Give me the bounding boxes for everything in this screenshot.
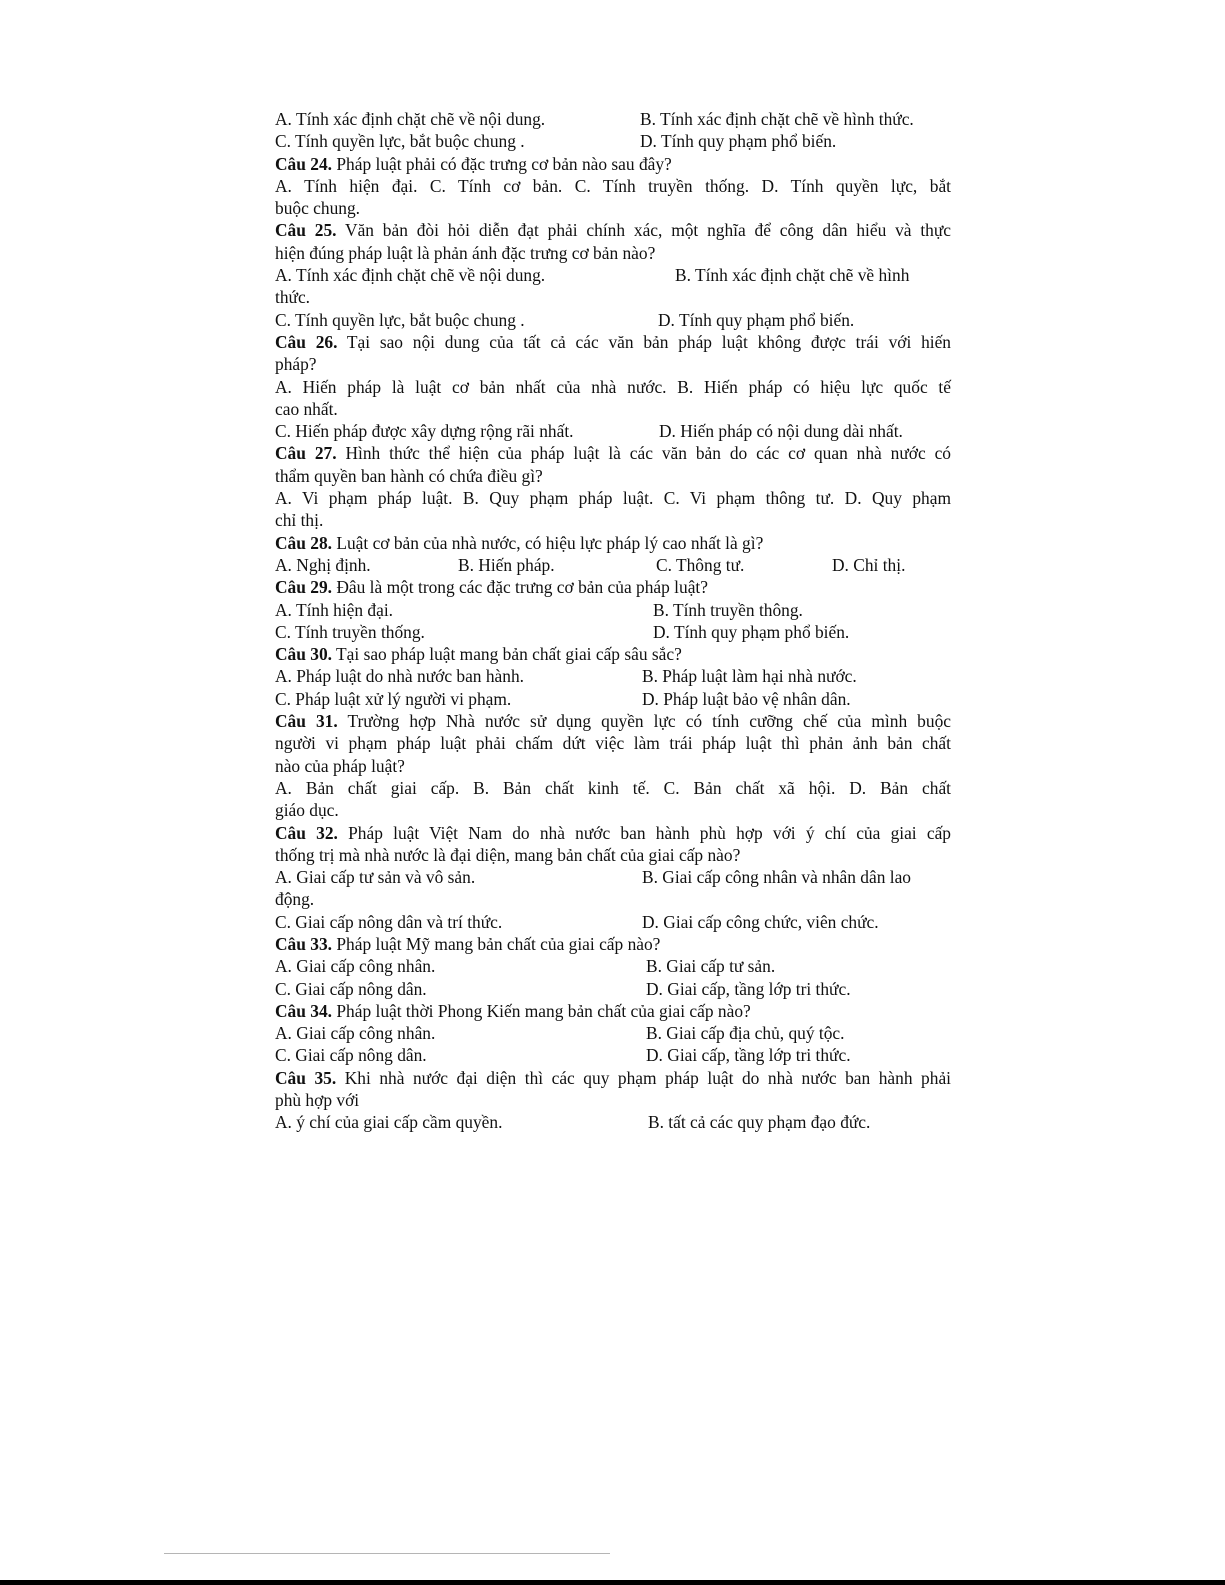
q32-options-row-1 [275,866,951,888]
option-c: C. Hiến pháp được xây dựng rộng rãi nhất. [275,421,574,442]
question-26-cont: pháp? [275,354,317,375]
option-d: D. Pháp luật bảo vệ nhân dân. [642,688,851,709]
question-text: Pháp luật Việt Nam do nhà nước ban hành phù hợp với ý chí của giai cấp [337,822,951,843]
question-label: Câu 32. [275,822,338,843]
question-27-cont: thẩm quyền ban hành có chứa điều gì? [275,465,543,486]
question-label: Câu 31. [275,711,338,732]
option-b-cont: động. [275,889,315,910]
question-26 [275,331,951,353]
option-b: B. Hiến pháp. [458,554,555,575]
document-body [275,108,951,1134]
option-a: A. Tính xác định chặt chẽ về nội dung. [275,109,546,129]
question-label: Câu 24. [275,153,333,174]
question-label: Câu 35. [275,1067,337,1088]
question-text: Pháp luật Mỹ mang bản chất của giai cấp nào? [332,933,661,954]
option-a: A. Giai cấp công nhân. [275,1023,436,1044]
question-text: Trường hợp Nhà nước sử dụng quyền lực có tính cưỡng chế của mình buộc [337,711,951,732]
q33-options-row-1 [275,955,951,977]
question-label: Câu 26. [275,331,338,352]
question-27 [275,442,951,464]
question-30 [275,643,951,665]
q26-options-ab-cont: cao nhất. [275,398,338,419]
q27-options: A. Vi phạm pháp luật. B. Quy phạm pháp luật. C. Vi phạm thông tư. D. Quy phạm [275,488,951,509]
question-text: Luật cơ bản của nhà nước, có hiệu lực pháp lý cao nhất là gì? [332,532,764,553]
option-d: D. Tính quy phạm phổ biến. [658,309,855,330]
option-d: D. Giai cấp công chức, viên chức. [642,911,879,932]
question-text: Tại sao pháp luật mang bản chất giai cấp sâu sắc? [332,644,682,665]
option-c: C. Thông tư. [656,554,745,575]
q27-options-cont: chỉ thị. [275,510,324,531]
option-b-cont: thức. [275,287,311,308]
option-c: C. Tính truyền thống. [275,621,425,642]
option-b: B. Giai cấp tư sản. [646,956,776,977]
option-d: D. Giai cấp, tầng lớp tri thức. [646,1045,851,1066]
option-d: D. Tính quy phạm phổ biến. [653,621,850,642]
q31-options-cont: giáo dục. [275,800,339,821]
option-b: B. Tính truyền thông. [653,599,803,620]
option-d: D. Tính quy phạm phổ biến. [640,131,837,152]
option-a: A. Giai cấp công nhân. [275,956,436,977]
option-c: C. Tính quyền lực, bắt buộc chung . [275,309,525,330]
q32-options-row-2 [275,911,951,933]
option-b: B. Giai cấp địa chủ, quý tộc. [646,1023,845,1044]
q35-options [275,1111,951,1133]
option-c: C. Giai cấp nông dân. [275,978,427,999]
pre-options-row-1 [275,108,951,130]
option-c: C. Giai cấp nông dân. [275,1045,427,1066]
question-label: Câu 30. [275,644,333,665]
option-c: C. Giai cấp nông dân và trí thức. [275,911,503,932]
question-text: Đâu là một trong các đặc trưng cơ bản của pháp luật? [332,577,708,598]
question-31-cont-2: nào của pháp luật? [275,755,405,776]
q24-options-cont: buộc chung. [275,198,361,219]
question-text: Tại sao nội dung của tất cả các văn bản pháp luật không được trái với hiến [337,331,952,352]
question-text: Pháp luật thời Phong Kiến mang bản chất của giai cấp nào? [332,1000,751,1021]
pre-options-row-2 [275,130,951,152]
option-c: C. Pháp luật xử lý người vi phạm. [275,688,512,709]
footnote-separator [164,1553,610,1554]
q26-options-ab: A. Hiến pháp là luật cơ bản nhất của nhà nước. B. Hiến pháp có hiệu lực quốc tế [275,376,951,397]
option-b: B. Tính xác định chặt chẽ về hình [675,265,910,286]
option-b: B. Tính xác định chặt chẽ về hình thức. [640,109,914,129]
q29-options-row-1 [275,599,951,621]
question-35 [275,1067,951,1089]
question-text: Pháp luật phải có đặc trưng cơ bản nào sau đây? [332,153,672,174]
question-28 [275,532,951,554]
question-29 [275,576,951,598]
question-label: Câu 34. [275,1000,333,1021]
option-a: A. Tính hiện đại. [275,599,394,620]
question-label: Câu 29. [275,577,333,598]
question-33 [275,933,951,955]
q25-options-row-1 [275,264,951,286]
q25-options-row-2 [275,309,951,331]
q26-options-cd [275,420,951,442]
question-label: Câu 25. [275,220,337,241]
q31-options: A. Bản chất giai cấp. B. Bản chất kinh tế. C. Bản chất xã hội. D. Bản chất [275,777,951,798]
q24-options: A. Tính hiện đại. C. Tính cơ bản. C. Tính truyền thống. D. Tính quyền lực, bắt [275,175,951,196]
page-bottom-border [0,1580,1225,1585]
question-text: Văn bản đòi hỏi diễn đạt phải chính xác, một nghĩa để công dân hiểu và thực [336,220,951,241]
q30-options-row-2 [275,688,951,710]
option-a: A. Nghị định. [275,554,371,575]
question-label: Câu 33. [275,933,333,954]
option-b: B. tất cả các quy phạm đạo đức. [648,1112,871,1133]
q28-options [275,554,951,576]
question-35-cont: phù hợp với [275,1090,360,1111]
question-25-cont: hiện đúng pháp luật là phản ánh đặc trưng cơ bản nào? [275,242,656,263]
question-31 [275,710,951,732]
option-d: D. Chỉ thị. [832,554,906,575]
question-32-cont: thống trị mà nhà nước là đại diện, mang bản chất của giai cấp nào? [275,844,741,865]
option-a: A. Tính xác định chặt chẽ về nội dung. [275,265,546,286]
question-text: Khi nhà nước đại diện thì các quy phạm pháp luật do nhà nước ban hành phải [336,1067,951,1088]
option-b: B. Pháp luật làm hại nhà nước. [642,666,857,687]
q29-options-row-2 [275,621,951,643]
question-label: Câu 28. [275,532,333,553]
question-label: Câu 27. [275,443,337,464]
q34-options-row-2 [275,1044,951,1066]
question-32 [275,822,951,844]
option-a: A. Giai cấp tư sản và vô sản. [275,867,476,888]
q30-options-row-1 [275,665,951,687]
question-text: Hình thức thể hiện của pháp luật là các văn bản do các cơ quan nhà nước có [336,443,951,464]
q33-options-row-2 [275,978,951,1000]
option-c: C. Tính quyền lực, bắt buộc chung . [275,131,525,152]
question-31-cont: người vi phạm pháp luật phải chấm dứt việc làm trái pháp luật thì phản ảnh bản chất [275,733,951,754]
option-a: A. ý chí của giai cấp cầm quyền. [275,1112,503,1133]
option-b: B. Giai cấp công nhân và nhân dân lao [642,867,911,888]
question-25 [275,219,951,241]
question-24 [275,153,951,175]
q34-options-row-1 [275,1022,951,1044]
option-d: D. Hiến pháp có nội dung dài nhất. [659,421,903,442]
option-d: D. Giai cấp, tầng lớp tri thức. [646,978,851,999]
question-34 [275,1000,951,1022]
option-a: A. Pháp luật do nhà nước ban hành. [275,666,524,687]
